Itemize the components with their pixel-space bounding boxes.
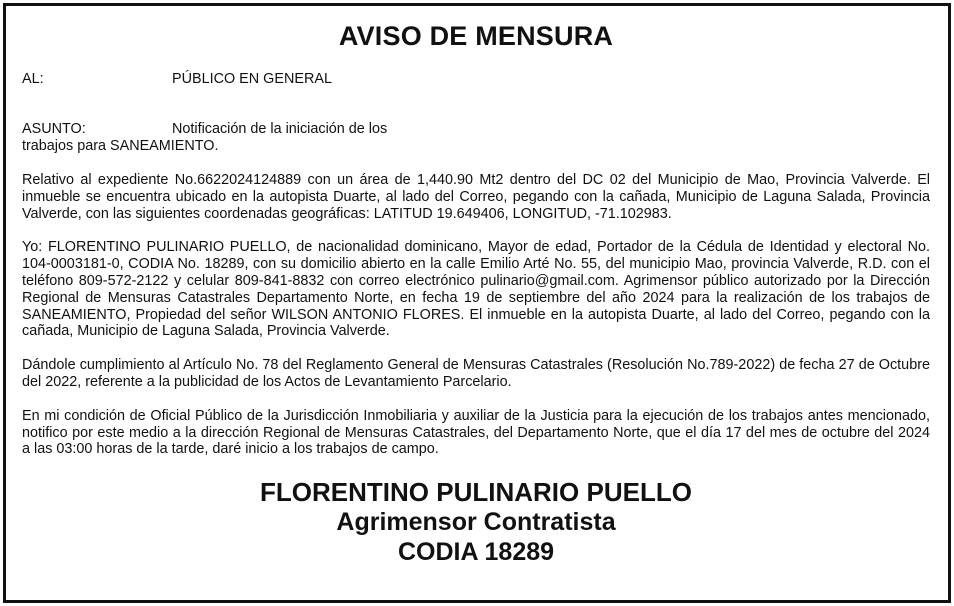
paragraph-surveyor: Yo: FLORENTINO PULINARIO PUELLO, de nacionalidad dominicano, Mayor de edad, Portador de la Cédula de Identidad y electoral No. 104-0003181-0, CODIA No. 18289, con su domicilio abierto en la calle Emilio Arté No. 55, del municipio Mao, provincia Valverde, R.D. con el teléfono 809-572-2122 y celular 809-841-8832 con correo electrónico pulinario@gmail.com. Agrimensor público autorizado por la Dirección Regional de Mensuras Catastrales Departamento Norte, en fecha 19 de septiembre del año 2024 para la realización de los trabajos de SANEAMIENTO, Propiedad del señor WILSON ANTONIO FLORES. El inmueble en la autopista Duarte, al lado del Correo, pegando con la cañada, Municipio de Laguna Salada, Provincia Valverde.: [22, 239, 930, 340]
signature-name: FLORENTINO PULINARIO PUELLO: [260, 477, 692, 508]
notice-frame: [3, 3, 951, 603]
subject-label: ASUNTO:: [22, 121, 86, 137]
subject-value-line2: trabajos para SANEAMIENTO.: [22, 138, 219, 154]
signature-codia: CODIA 18289: [397, 538, 555, 567]
subject-row: [22, 121, 930, 138]
addressee-label: AL:: [22, 71, 44, 87]
addressee-value: PÚBLICO EN GENERAL: [172, 71, 332, 87]
signature-block: [22, 477, 930, 567]
paragraph-notification: En mi condición de Oficial Público de la Jurisdicción Inmobiliaria y auxiliar de la Justicia para la ejecución de los trabajos antes mencionado, notifico por este medio a la dirección Regional de Mensuras Catastrales, del Departamento Norte, que el día 17 del mes de octubre del 2024 a las 03:00 horas de la tarde, daré inicio a los trabajos de campo.: [22, 407, 930, 458]
page-title: AVISO DE MENSURA: [338, 21, 614, 51]
subject-value-line1: Notificación de la iniciación de los: [172, 121, 388, 137]
addressee-row: [22, 71, 930, 88]
subject-row-continued: [22, 138, 930, 155]
notice-content: [22, 20, 930, 567]
paragraph-expediente: Relativo al expediente No.6622024124889 con un área de 1,440.90 Mt2 dentro del DC 02 del Municipio de Mao, Provincia Valverde. El inmueble se encuentra ubicado en la autopista Duarte, al lado del Correo, pegando con la cañada, Municipio de Laguna Salada, Provincia Valverde, con las siguientes coordenadas geográficas: LATITUD 19.649406, LONGITUD, -71.102983.: [22, 172, 930, 222]
paragraph-regulation: Dándole cumplimiento al Artículo No. 78 del Reglamento General de Mensuras Catastrales (Resolución No.789-2022) de fecha 27 de Octubre del 2022, referente a la publicidad de los Actos de Levantamiento Parcelario.: [22, 357, 930, 390]
signature-role: Agrimensor Contratista: [336, 508, 616, 537]
